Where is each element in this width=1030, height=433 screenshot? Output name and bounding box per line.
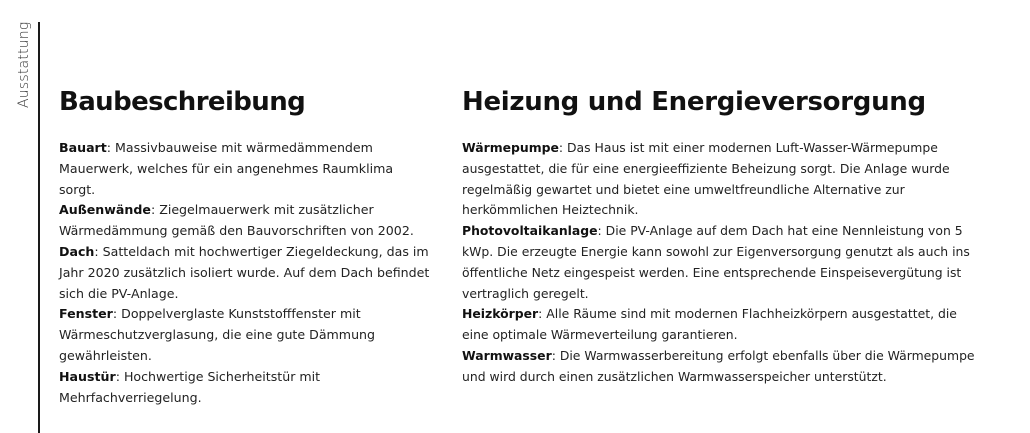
entry-photovoltaikanlage: Photovoltaikanlage: Die PV-Anlage auf dem Dach hat eine Nennleistung von 5 kWp. Die erzeugte Energie kann sowohl zur Eigenversorgung genutzt als auch ins öffentliche Netz eingespeist werden. Eine entsprechende Einspeisevergütung ist vertraglich geregelt. [462,223,970,301]
entry-text: Satteldach mit hochwertiger Ziegeldeckung, das im Jahr 2020 zusätzlich isoliert wurde. Auf dem Dach befindet sich die PV-Anlage. [59,243,430,301]
entry-bauart: Bauart: Massivbauweise mit wärmedämmendem Mauerwerk, welches für ein angenehmes Raumklima sorgt. [59,140,394,197]
entry-term: Haustür [59,368,116,384]
entry-text: Die Warmwasserbereitung erfolgt ebenfalls über die Wärmepumpe und wird durch einen zusätzlichen Warmwasserspeicher unterstützt. [462,347,975,384]
entry-text: Hochwertige Sicherheitstür mit Mehrfachverriegelung. [59,368,321,405]
entry-text: Ziegelmauerwerk mit zusätzlicher Wärmedämmung gemäß den Bauvorschriften von 2002. [59,202,414,239]
section-side-label: Ausstattung [16,22,32,109]
entry-dach: Dach: Satteldach mit hochwertiger Ziegeldeckung, das im Jahr 2020 zusätzlich isoliert wurde. Auf dem Dach befindet sich die PV-Anlage. [59,243,430,301]
entry-text: Alle Räume sind mit modernen Flachheizkörpern ausgestattet, die eine optimale Wärmeverteilung garantieren. [462,306,957,343]
entry-text: Das Haus ist mit einer modernen Luft-Wasser-Wärmepumpe ausgestattet, die für eine energieeffiziente Beheizung sorgt. Die Anlage wurde regelmäßig gewartet und bietet eine umweltfreundliche Alternative zur herkömmlichen Heiztechnik. [462,140,950,218]
entry-text: Massivbauweise mit wärmedämmendem Mauerwerk, welches für ein angenehmes Raumklima sorgt. [59,140,394,197]
entry-term: Photovoltaikanlage [462,223,598,239]
entry-term: Warmwasser [462,347,552,363]
baubeschreibung-section [59,84,431,408]
baubeschreibung-heading: Baubeschreibung [59,87,306,117]
entry-fenster: Fenster: Doppelverglaste Kunststofffenster mit Wärmeschutzverglasung, die eine gute Dämmung gewährleisten. [59,306,376,363]
entry-aussenwaende: Außenwände: Ziegelmauerwerk mit zusätzlicher Wärmedämmung gemäß den Bauvorschriften von 2002. [59,202,414,239]
entry-term: Heizkörper [462,306,539,322]
entry-text: Doppelverglaste Kunststofffenster mit Wärmeschutzverglasung, die eine gute Dämmung gewährleisten. [59,306,376,363]
heizung-section [462,84,982,388]
entry-waermepumpe: Wärmepumpe: Das Haus ist mit einer modernen Luft-Wasser-Wärmepumpe ausgestattet, die für eine energieeffiziente Beheizung sorgt. Die Anlage wurde regelmäßig gewartet und bietet eine umweltfreundliche Alternative zur herkömmlichen Heiztechnik. [462,140,950,218]
entry-text: Die PV-Anlage auf dem Dach hat eine Nennleistung von 5 kWp. Die erzeugte Energie kann sowohl zur Eigenversorgung genutzt als auch ins öffentliche Netz eingespeist werden. Eine entsprechende Einspeisevergütung ist vertraglich geregelt. [462,223,970,301]
entry-heizkoerper: Heizkörper: Alle Räume sind mit modernen Flachheizkörpern ausgestattet, die eine optimale Wärmeverteilung garantieren. [462,306,957,343]
entry-haustuer: Haustür: Hochwertige Sicherheitstür mit Mehrfachverriegelung. [59,368,321,405]
entry-term: Dach [59,243,95,259]
entry-term: Fenster [59,306,113,322]
entry-term: Wärmepumpe [462,140,559,155]
entry-term: Bauart [59,140,107,155]
section-divider-line [38,22,40,433]
entry-term: Außenwände [59,202,151,218]
entry-warmwasser: Warmwasser: Die Warmwasserbereitung erfolgt ebenfalls über die Wärmepumpe und wird durch einen zusätzlichen Warmwasserspeicher unterstützt. [462,347,975,384]
heizung-heading: Heizung und Energieversorgung [462,87,926,117]
